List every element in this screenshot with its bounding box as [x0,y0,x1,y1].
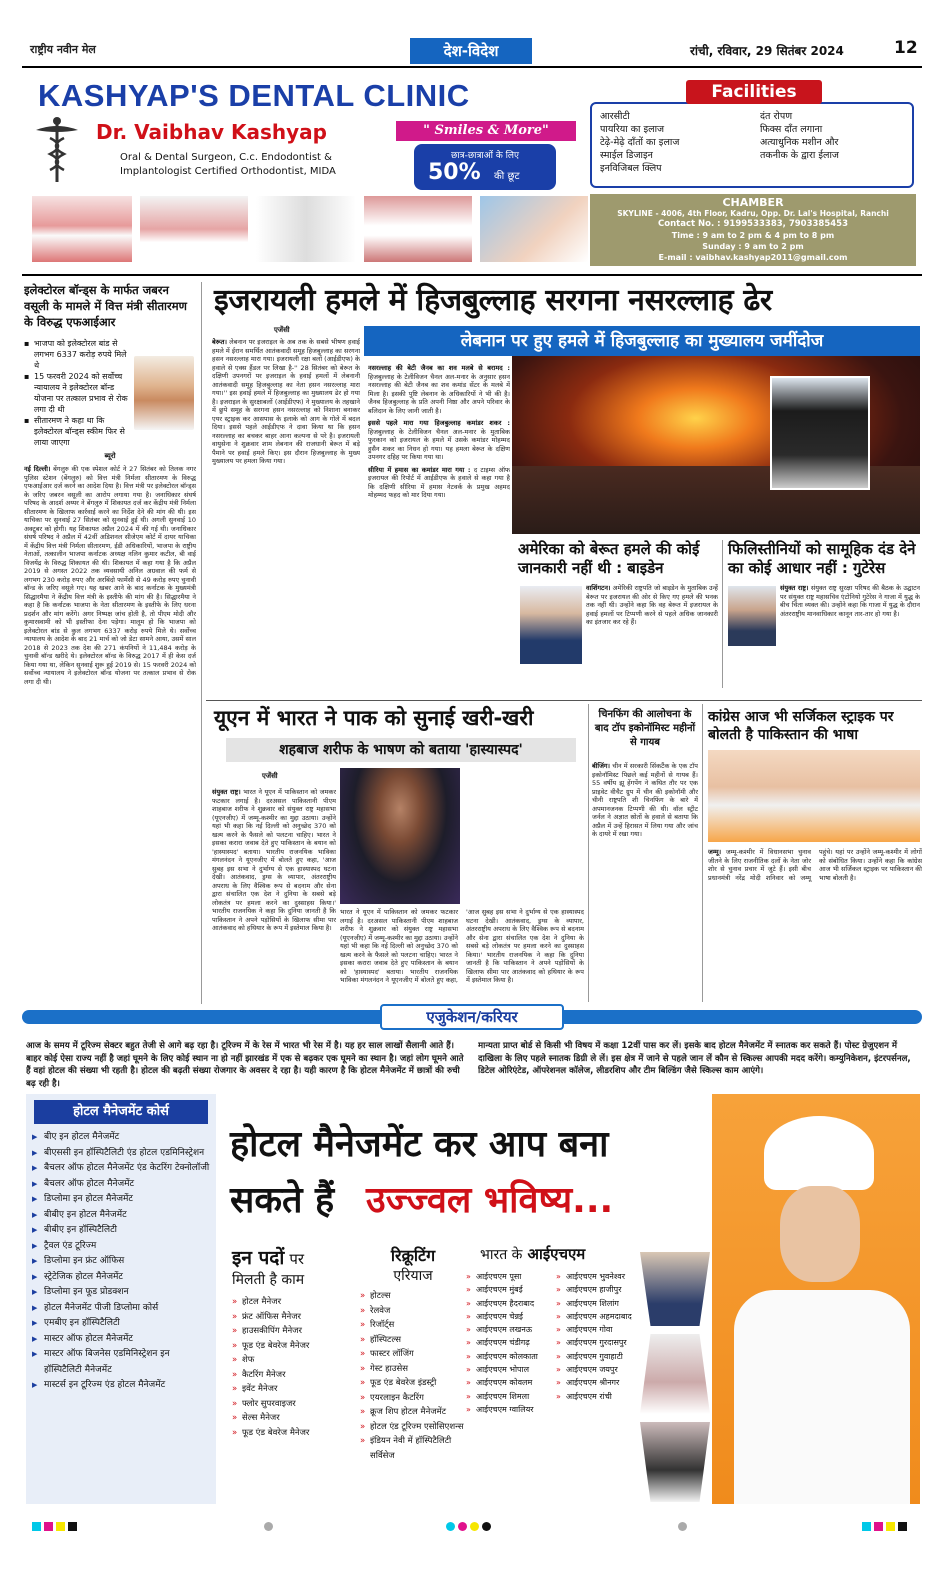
china-text: चीन में सरकारी सिंकटैंक के एक टॉप इकोनॉमिस्ट पिछले कई महीनों से गायब हैं। 55 वर्षीय झू हेंगपेंग ने कथित तौर पर एक प्राइवेट वीचैट ग्रुप में चीन की इकोनॉमी और चीनी राष्ट्रपति शी चिनफिंग के बारे में अपमानजनक टिप्पणी की थी। वॉल स्ट्रीट जर्नल ने अज्ञात स्रोतों के हवाले से बताया कि अप्रैल में उन्हें हिरासत में लिया गया और जांच के दायरे में रखा गया। [592,762,698,838]
modi-rally-photo [708,750,920,842]
post-item: » फ्रंट ऑफिस मैनेजर [232,1310,352,1325]
un-body-1 [212,788,336,1000]
course-item: ▶ मास्टर्स इन टूरिज्म एंड होटल मैनेजमेंट [32,1378,210,1394]
iihm-item: » आईएचएम श्रीनगर [556,1376,640,1389]
discount-value: 50% [428,160,481,185]
un-agency: एजेंसी [262,772,278,780]
left-story-headline: इलेक्टोरल बॉन्ड्स के मार्फत जबरन वसूली के मामले में वित्त मंत्री सीतारमण के विरुद्ध एफआईआर [24,283,187,329]
post-item: » कैटरिंग मैनेजर [232,1368,352,1383]
section-label: देश-विदेश [410,38,532,64]
guterres-headline: फिलिस्तीनियों को सामूहिक दंड देने का कोई आधार नहीं : गुटेरेस [728,540,916,577]
course-item: ▶ बैचलर ऑफ होटल मैनेजमेंट [32,1177,210,1193]
course-item: ▶ बैचलर ऑफ होटल मैनेजमेंट एंड केटरिंग टेक्नोलॉजी [32,1161,210,1177]
biden-headline: अमेरिका को बेरूत हमले की कोई जानकारी नहीं थी : बाइडेन [518,540,700,577]
biden-photo [520,586,582,664]
lead-text: लेबनान पर इजराइल के अब तक के सबसे भीषण हवाई हमले में ईरान समर्थित आतंकवादी समूह हिजबुल्लाह का सरगना हसन नसरल्लाह मारा गया। इजरायली रक्षा बलों (आईडीएफ) के हवाले से एक्स हैंडल पर लिखा है-'' 28 सितंबर को बेरूत के दक्षिणी उपनगरों पर इजराइल के हवाई हमलों में लेबनानी आतंकवादी समूह हिजबुल्लाह का नेता हसन नसरल्लाह मारा गया।'' इस हवाई हमले में हिजबुल्लाह का मुख्यालय ढेर हो गया है। इजराइल के सुरक्षाबलों (आईडीएफ) ने मुख्यालय के तहखाने में छुपे समूह के सरगना हसन नसरल्लाह को निशाना बनाकर एयर स्ट्राइक कर आसपास के इलाके को आग के गोले में बदल दिया। इससे पहले आईडीएफ ने दावा किया था कि हसन नसरल्लाह का बचकर बाहर आना कल्पना से परे है। इजरायली वायुसेना ने शुक्रवार शाम लेबनान की राजधानी बेरूत में बड़े पैमाने पर हवाई हमले किए। इस दौरान हिजबुल्लाह के मुख्य मुख्यालय पर हमला किया गया। [212,338,360,465]
left-story-bullets [24,338,130,448]
recruit-item: » रेलवेज [360,1304,466,1319]
facility-item: पायरिया का इलाज [600,124,665,135]
edu-intro-left [26,1040,466,1092]
chamber-address: SKYLINE - 4006, 4th Floor, Kadru, Opp. Dr. Lal's Hospital, Ranchi [617,209,889,218]
posts-title-b: पर [289,1250,305,1268]
recruit-item: » रिजॉर्ट्स [360,1318,466,1333]
left-story-text: बेंगलुरु की एक स्पेशल कोर्ट ने 27 सितंबर को तिलक नगर पुलिस स्टेशन (बेंगलुरु) को वित्त मंत्री निर्मला सीतारमण के विरुद्ध एफआईआर दर्ज करने का आदेश दिया है। वित्त मंत्री पर इलेक्टोरल बॉन्ड्स के जरिए जबरन वसूली का आरोप लगाया गया है। जनाधिकार संघर्ष परिषद के आदर्श अय्यर ने बेंगलुरु में शिकायत दर्ज कर केंद्रीय मंत्री निर्मला सीतारमण के खिलाफ कार्रवाई करने का निर्देश देने की मांग की थी। इस याचिका पर सुनवाई 27 सितंबर को सुनवाई हुई थी। अगली सुनवाई 10 अक्टूबर को होगी। यह शिकायत अप्रैल 2024 में की गई थी। जनाधिकार संघर्ष परिषद ने अप्रैल में 42वीं अडिशनल सीजेएम कोर्ट में दायर याचिका में केंद्रीय वित्त मंत्री निर्मला सीतारमण, ईडी अधिकारियों, भाजपा के राष्ट्रीय नेताओं, तत्कालीन भाजपा कर्नाटक अध्यक्ष नलिन कुमार कटील, बी वाई विजयेंद्र के विरुद्ध शिकायत की थी। शिकायत में कहा गया है कि अप्रैल 2019 से अगस्त 2022 तक व्यवसायी अनिल अग्रवाल की फर्म से लगभग 230 करोड़ रुपए और अरबिंदो फार्मेसी से 49 करोड़ रुपए चुनावी बॉन्ड के जरिए वसूले गए। यह खबर आने के बाद कर्नाटक के मुख्यमंत्री सिद्धारमैया ने केंद्रीय वित्त मंत्री के इस्तीफे की मांग की है। सिद्धारमैया ने कहा है कि कर्नाटक भाजपा के नेता सीतारमण के इस्तीफे के लिए धरना प्रदर्शन और मांग करेंगे। अगर निष्पक्ष जांच होती है, तो पीएम मोदी और कुमारस्वामी को भी इस्तीफा देना पड़ेगा। मालूम हो कि भाजपा को इलेक्टोरल बांड से कुल लगभग 6337 करोड़ रुपये मिले थे। सर्वोच्च न्यायालय के आदेश के बाद 21 मार्च को जो डेटा सामने आया, उसमें साल 2018 से 2023 तक देश की 271 कंपनियों ने 11,484 करोड़ के चुनावी बॉन्ड खरीदे थे। इलेक्टोरल बॉन्ड के विरुद्ध 2017 में ही केस दर्ज किया गया था, लेकिन सुनवाई शुरू हुई 2019 से। 15 फरवरी 2024 को सर्वोच्च न्यायालय ने इलेक्टोरल बॉन्ड योजना पर तत्काल प्रभाव से रोक लगा दी थी। [24,465,196,686]
story-divider [588,704,589,1002]
guterres-dateline: संयुक्त राष्ट्र। [780,584,809,592]
left-story-body [24,465,196,686]
lead-dateline: बेरूत। [212,338,227,346]
iihm-item: » आईएचएम चंडीगढ़ [466,1336,550,1349]
course-item: ▶ डिप्लोमा इन होटल मैनेजमेंट [32,1192,210,1208]
sidebar-text: हिजबुल्लाह के टेलीविजन चैनल अल-मनार के अनुसार हसन नसरल्लाह की बेटी जैनब का शव कमांड सेंटर के मलबे में मिला है। इसकी पुष्टि लेबनान के अधिकारियों ने भी की है। जैनब हिजबुल्लाह के प्रति अपनी निष्ठा और अपने परिवार के बलिदान के लिए जानी जाती है। [368,372,510,415]
chamber-title: CHAMBER [722,196,784,209]
chef-face [780,1186,860,1282]
story-divider [702,704,703,1002]
sidebar-block [368,419,510,462]
facilities-title: Facilities [686,80,822,104]
guterres-body [780,584,920,690]
caduceus-logo [32,116,82,186]
iihm-item: » आईएचएम पूसा [466,1270,550,1283]
facility-item: फिक्स दाँत लगाना [760,124,823,135]
congress-dateline: जम्मू। [708,848,722,856]
iihm-title-b: आईएचएम [527,1245,586,1263]
register-dot [264,1522,273,1531]
un-subhead: शहबाज शरीफ के भाषण को बताया 'हास्यास्पद' [226,738,576,762]
column-divider [201,282,202,1004]
guterres-text: संयुक्त राष्ट्र सुरक्षा परिषद की बैठक के उद्घाटन पर संयुक्त राष्ट्र महासचिव एंटोनियो गुटेरेस ने गाजा में युद्ध के बीच चिंता व्यक्त की। उन्होंने कहा कि गाजा में युद्ध के दौरान अंतरराष्ट्रीय मानवाधिकार कानून तार-तार हो गया है। [780,584,920,618]
color-swatch [446,1522,455,1531]
facilities-box [590,82,914,188]
post-item: » फ्लोर सुपरवाइजर [232,1397,352,1412]
chef-photo [712,1094,920,1504]
edu-headline-2a: सकते हैं [230,1180,335,1221]
color-swatch [32,1522,41,1531]
facility-item: स्माईल डिजाइन [600,150,653,161]
iihm-item: » आईएचएम लखनऊ [466,1323,550,1336]
left-story [24,282,196,1004]
recruit-item: » इंडियन नेवी में हॉस्पिटैलिटी सर्विसेज [360,1434,466,1463]
bullet-item: ▪ 15 फरवरी 2024 को सर्वोच्च न्यायालय ने इलेक्टोरल बॉन्ड योजना पर तत्काल प्रभाव से रोक लगा दी थी [24,371,130,415]
facility-item: आरसीटी [600,111,630,122]
doctor-name: Dr. Vaibhav Kashyap [96,120,327,144]
iihm-item: » आईएचएम भोपाल [466,1363,550,1376]
biden-body [586,584,718,690]
teeth-photo-strip [32,196,588,262]
course-item: ▶ ट्रैवल एंड टूरिज्म [32,1239,210,1255]
facilities-right-list [760,110,839,162]
recruit-item: » गेस्ट हाउसेस [360,1362,466,1377]
lead-sidebar [368,364,510,700]
un-diplomat-photo [340,768,460,904]
posts-column [232,1244,352,1440]
page-number: 12 [894,38,918,58]
course-item: ▶ मास्टर ऑफ होटल मैनेजमेंट [32,1332,210,1348]
iihm-item: » आईएचएम कोलकाता [466,1350,550,1363]
paper-name: राष्ट्रीय नवीन मेल [30,43,96,56]
chamber-time: Time : 9 am to 2 pm & 4 pm to 8 pm [671,231,835,240]
recruit-item: » क्रूज शिप होटल मैनेजमेंट [360,1405,466,1420]
smile-photo [364,196,472,262]
dateline: रांची, रविवार, 29 सितंबर 2024 [690,44,844,58]
course-item: ▶ डिप्लोमा इन फ्रंट ऑफिस [32,1254,210,1270]
iihm-left-list [466,1270,550,1416]
story-divider [722,540,723,688]
course-item: ▶ एमबीए इन हॉस्पिटैलिटी [32,1316,210,1332]
dental-ad [24,72,920,270]
iihm-item: » आईएचएम गुवाहाटी [556,1350,640,1363]
course-item: ▶ होटल मैनेजमेंट पीजी डिप्लोमा कोर्स [32,1301,210,1317]
sidebar-title: नसरल्लाह की बेटी जैनब का शव मलबे से बरामद : [368,364,510,372]
section-rule [206,700,922,701]
iihm-right-list [556,1270,640,1403]
masthead-rule [22,66,922,68]
iihm-item: » आईएचएम शिलांग [556,1297,640,1310]
tooth-implant-photo [256,196,356,262]
china-headline: चिनफिंग की आलोचना के बाद टॉप इकोनॉमिस्ट महीनों से गायब [594,709,696,748]
post-item: » फूड एंड बेवरेज मैनेजर [232,1426,352,1441]
recruit-item: » फूड एंड बेवरेज इंडस्ट्री [360,1376,466,1391]
sidebar-title: इससे पहले मारा गया हिजबुल्लाह कमांडर शकर : [368,419,510,427]
un-text-cont: भारत ने यूएन में पाकिस्तान को जमकर फटकार लगाई है। दरअसल पाकिस्तानी पीएम शाहबाज शरीफ ने शुक्रवार को संयुक्त राष्ट्र महासभा (यूएनजीए) में जम्मू-कश्मीर का मुद्दा उठाया। उन्होंने यहां भी कहा कि नई दिल्ली को अनुच्छेद 370 को खत्म करने के फैसले को पलटना चाहिए। भारत ने इसका करारा जवाब देते हुए पाकिस्तान के बयान को 'हास्यास्पद' बताया। भारतीय राजनयिक भाविका मंगलनंदन ने यूएनजीए में बोलते हुए कहा, 'आज सुबह इस सभा ने दुर्भाग्य से एक हास्यास्पद घटना देखी। आतंकवाद, ड्रग्स के व्यापार, अंतरराष्ट्रीय अपराध के लिए वैश्विक रूप से बदनाम और सेना द्वारा संचालित एक देश ने दुनिया के सबसे बड़े लोकतंत्र पर हमला करने का दुस्साहस किया।' भारतीय राजनयिक ने कहा कि दुनिया जानती है कि पाकिस्तान ने अपने पड़ोसियों के खिलाफ सीमा पार आतंकवाद को हथियार के रूप में इस्तेमाल किया है। [340,908,584,984]
course-item: ▶ मास्टर ऑफ बिजनेस एडमिनिस्ट्रेशन इन हॉस्पिटैलिटी मैनेजमेंट [32,1347,210,1378]
un-text: भारत ने यूएन में पाकिस्तान को जमकर फटकार लगाई है। दरअसल पाकिस्तानी पीएम शाहबाज शरीफ ने शुक्रवार को संयुक्त राष्ट्र महासभा (यूएनजीए) में जम्मू-कश्मीर का मुद्दा उठाया। उन्होंने यहां भी कहा कि नई दिल्ली को अनुच्छेद 370 को खत्म करने के फैसले को पलटना चाहिए। भारत ने इसका करारा जवाब देते हुए पाकिस्तान के बयान को 'हास्यास्पद' बताया। भारतीय राजनयिक भाविका मंगलनंदन ने यूएनजीए में बोलते हुए कहा, 'आज सुबह इस सभा ने दुर्भाग्य से एक हास्यास्पद घटना देखी। आतंकवाद, ड्रग्स के व्यापार, अंतरराष्ट्रीय अपराध के लिए वैश्विक रूप से बदनाम और सेना द्वारा संचालित एक देश ने दुनिया के सबसे बड़े लोकतंत्र पर हमला करने का दुस्साहस किया।' भारतीय राजनयिक ने कहा कि दुनिया जानती है कि पाकिस्तान ने अपने पड़ोसियों के खिलाफ सीमा पार आतंकवाद को हथियार के रूप में इस्तेमाल किया है। [212,788,336,932]
students-photo [640,1252,710,1326]
congress-text: जम्मू-कश्मीर में विधानसभा चुनाव जीतने के लिए राजनीतिक दलों के नेता जोर शोर से चुनाव प्रचार में जुटे हैं। इसी बीच प्रधानमंत्री नरेंद्र मोदी शनिवार को जम्मू पहुंचे। यहां पर उन्होंने जम्मू-कश्मीर में लोगों को संबोधित किया। उन्होंने कहा कि कांग्रेस आज भी सर्जिकल स्ट्राइक पर पाकिस्तान की भाषा बोलती है। [708,848,922,882]
chamber-email: E-mail : vaibhav.kashyap2011@gmail.com [658,253,848,262]
recruit-title-a: रिक्रूटिंग [390,1246,436,1265]
recruit-item: » होटल एंड टूरिज्म एसोसिएशन्स [360,1420,466,1435]
tagline: " Smiles & More" [396,121,576,141]
posts-title-a: इन पदों [232,1247,285,1269]
color-swatch [898,1522,907,1531]
courses-box [26,1094,216,1504]
post-item: » इवेंट मैनेजर [232,1382,352,1397]
recruit-list [360,1289,466,1463]
color-swatch [874,1522,883,1531]
lead-subhead: लेबनान पर हुए हमले में हिजबुल्लाह का मुख्यालय जमींदोज [364,326,920,356]
sidebar-title: सीरिया में हमास का कमांडर मारा गया : [368,465,471,474]
iihm-title-a: भारत के [480,1247,523,1263]
facility-item: दंत रोपण [760,111,793,122]
waiter-photo [640,1422,710,1502]
left-story-dateline: नई दिल्ली। [24,465,51,473]
sidebar-text: द टाइम्स ऑफ इजरायल की रिपोर्ट में आईडीएफ के हवाले से कहा गया है कि दक्षिणी सीरिया में हमास नेटवर्क के प्रमुख अहमद मोहम्मद फहद को मार दिया गया। [368,465,510,499]
chamber-sunday: Sunday : 9 am to 2 pm [702,242,804,251]
left-story-agency: ब्यूरो [104,452,116,460]
register-dot [678,1522,687,1531]
clinic-name: KASHYAP'S DENTAL CLINIC [38,78,470,113]
post-item: » हाउसकीपिंग मैनेजर [232,1324,352,1339]
recruit-item: » एयरलाइन कैटरिंग [360,1391,466,1406]
dental-checkup-photo [480,196,588,262]
color-swatch [886,1522,895,1531]
edu-intro-right [478,1040,920,1092]
color-swatch [482,1522,491,1531]
education-banner: एजुकेशन/करियर [380,1004,564,1030]
course-item: ▶ बीए इन होटल मैनेजमेंट [32,1130,210,1146]
recruit-item: » हॉस्पिटल्स [360,1333,466,1348]
credentials-2: Implantologist Certified Orthodontist, MIDA [120,166,336,177]
discount-badge [414,144,556,190]
discount-label: छात्र-छात्राओं के लिए [450,151,520,161]
facility-item: टेढ़े-मेढ़े दाँतों का इलाज [600,137,680,148]
color-swatch [44,1522,53,1531]
iihm-item: » आईएचएम कोवलम [466,1376,550,1389]
recruit-item: » फास्टर लॉजिंग [360,1347,466,1362]
color-swatch [862,1522,871,1531]
posts-title [232,1244,352,1270]
ad-bottom-rule [22,274,922,276]
color-swatch [470,1522,479,1531]
dentures-photo [32,196,132,262]
edu-headline-2b: उज्ज्वल भविष्य... [366,1180,614,1221]
sidebar-block [368,364,510,415]
edu-headline-1: होटल मैनेजमेंट कर आप बना [230,1124,609,1165]
iihm-item: » आईएचएम जयपुर [556,1363,640,1376]
recruit-title-b: एरियाज [393,1268,433,1284]
un-body-2 [340,908,584,1000]
posts-list [232,1295,352,1440]
chef-coat [734,1290,910,1504]
implant-photo [140,196,248,262]
lead-body [212,338,360,700]
sitharaman-photo [134,356,194,430]
credentials-1: Oral & Dental Surgeon, C.c. Endodontist & [120,152,332,163]
bullet-item: ▪ भाजपा को इलेक्टोरल बांड से लगभग 6337 करोड़ रुपये मिले थे [24,338,130,371]
post-item: » शेफ [232,1353,352,1368]
bullet-item: ▪ सीतारमण ने कहा था कि इलेक्टोरल बॉन्ड्स स्कीम फिर से लाया जाएगा [24,415,130,448]
course-item: ▶ स्ट्रेटेजिक होटल मैनेजमेंट [32,1270,210,1286]
iihm-item: » आईएचएम मुंबई [466,1283,550,1296]
congress-body [708,848,922,1000]
post-item: » सेल्स मैनेजर [232,1411,352,1426]
students-photo-strip [640,1252,710,1504]
chamber-box [590,194,916,266]
facility-item: इनविजिबल क्लिप [600,163,662,174]
facility-item: तकनीक के द्वारा ईलाज [760,150,839,161]
lead-agency: एजेंसी [274,326,290,334]
iihm-item: » आईएचएम चेन्नई [466,1310,550,1323]
color-swatch [68,1522,77,1531]
facilities-left-list [600,110,679,175]
facility-item: अत्याधुनिक मशीन और [760,137,839,148]
sidebar-block [368,466,510,500]
chamber-contact: Contact No. : 9199533383, 7903385453 [658,219,848,229]
iihm-item: » आईएचएम शिमला [466,1390,550,1403]
recruit-item: » होटल्स [360,1289,466,1304]
course-item: ▶ बीएससी इन हॉस्पिटैलिटी एंड होटल एडमिनिस्ट्रेशन [32,1146,210,1162]
cooking-photo [640,1334,710,1414]
iihm-item: » आईएचएम ग्वालियर [466,1403,550,1416]
iihm-item: » आईएचएम भुवनेश्वर [556,1270,640,1283]
color-swatch [56,1522,65,1531]
course-item: ▶ बीबीए इन हॉस्पिटैलिटी [32,1223,210,1239]
course-item: ▶ बीबीए इन होटल मैनेजमेंट [32,1208,210,1224]
guterres-photo [728,586,776,646]
un-headline: यूएन में भारत ने पाक को सुनाई खरी-खरी [214,706,534,730]
congress-headline: कांग्रेस आज भी सर्जिकल स्ट्राइक पर बोलती है पाकिस्तान की भाषा [708,709,894,743]
course-item: ▶ डिप्लोमा इन फूड प्रोडक्शन [32,1285,210,1301]
iihm-item: » आईएचएम रांची [556,1390,640,1403]
sidebar-text: हिजबुल्लाह के टेलीविजन चैनल अल-मनार के मुताबिक फुरकान को इजरायल के हमले में उसके कमांडर मोहम्मद हुसैन शकर का निधन हो गया। यह हमला बेरूत के दक्षिण उपनगर दहिह पर किया गया था। [368,427,510,461]
lead-headline: इजरायली हमले में हिजबुल्लाह सरगना नसरल्लाह ढेर [214,283,772,318]
iihm-item: » आईएचएम हैदराबाद [466,1297,550,1310]
biden-dateline: वाशिंगटन। [586,584,611,592]
biden-text: अमेरिकी राष्ट्रपति जो बाइडेन के मुताबिक उन्हें बेरूत पर इजरायल की ओर से किए गए हमले की भनक तक नहीं थी। उन्होंने कहा कि वह बेरूत में इजरायल के हवाई हमलों पर टिप्पणी करने से पहले अधिक जानकारी का इंतजार कर रहे हैं। [586,584,718,626]
edu-intro-right-text: मान्यता प्राप्त बोर्ड से किसी भी विषय में कक्षा 12वीं पास कर लें। इसके बाद होटल मैनेजमेंट में स्नातक कर सकते हैं। पोस्ट ग्रेजुएशन में दाखिला के लिए पहले स्नातक डिग्री ले लें। इस क्षेत्र में जाने से पहले जान लें कौन से स्किल्स आपकी मदद करेंगे। कम्युनिकेशन, इंटरपर्सनल, डिटेल ओरिएंटेड, ऑपरेशनल कॉलेज, लीडरशिप और टीम बिल्डिंग जैसे स्किल्स काम आएंगे। [478,1041,911,1076]
post-item: » होटल मैनेजर [232,1295,352,1310]
masthead [22,34,922,68]
iihm-item: » आईएचएम हाजीपुर [556,1283,640,1296]
edu-intro-left-text: आज के समय में टूरिज्म सेक्टर बहुत तेजी से आगे बढ़ रहा है। टूरिज्म में के रेस में भारत भी रेस में है। यह हर साल लाखों सैलानी आते हैं। बाहर कोई ऐसा राज्य नहीं है जहां घूमने के लिए कोई स्थान ना हो नहीं झारखंड में एक से बढ़कर एक घूमने का स्थान है। जहां लोग घूमने आते हैं वहां होटल की संख्या भी रहती है। होटल की बढ़ती संख्या रोजगार के अवसर दे रहा है। यही कारण है कि होटल मैनेजमेंट में छात्रों की रुची बढ़ रही है। [26,1041,464,1089]
iihm-item: » आईएचएम गुरदासपुर [556,1336,640,1349]
courses-list [26,1130,216,1394]
iihm-item: » आईएचएम अहमदाबाद [556,1310,640,1323]
chef-hat [764,1116,874,1190]
print-register-strip [22,1520,922,1534]
china-body [592,762,698,1000]
un-dateline: संयुक्त राष्ट्र। [212,788,241,796]
nasrallah-photo [770,376,870,490]
iihm-item: » आईएचएम गोवा [556,1323,640,1336]
discount-suffix: की छूट [494,171,520,182]
color-swatch [458,1522,467,1531]
china-dateline: बीजिंग। [592,762,611,770]
posts-title-c: मिलती है काम [232,1272,305,1288]
courses-title: होटल मैनेजमेंट कोर्स [34,1100,208,1124]
post-item: » फूड एंड बेवरेज मैनेजर [232,1339,352,1354]
recruit-column [360,1244,466,1463]
